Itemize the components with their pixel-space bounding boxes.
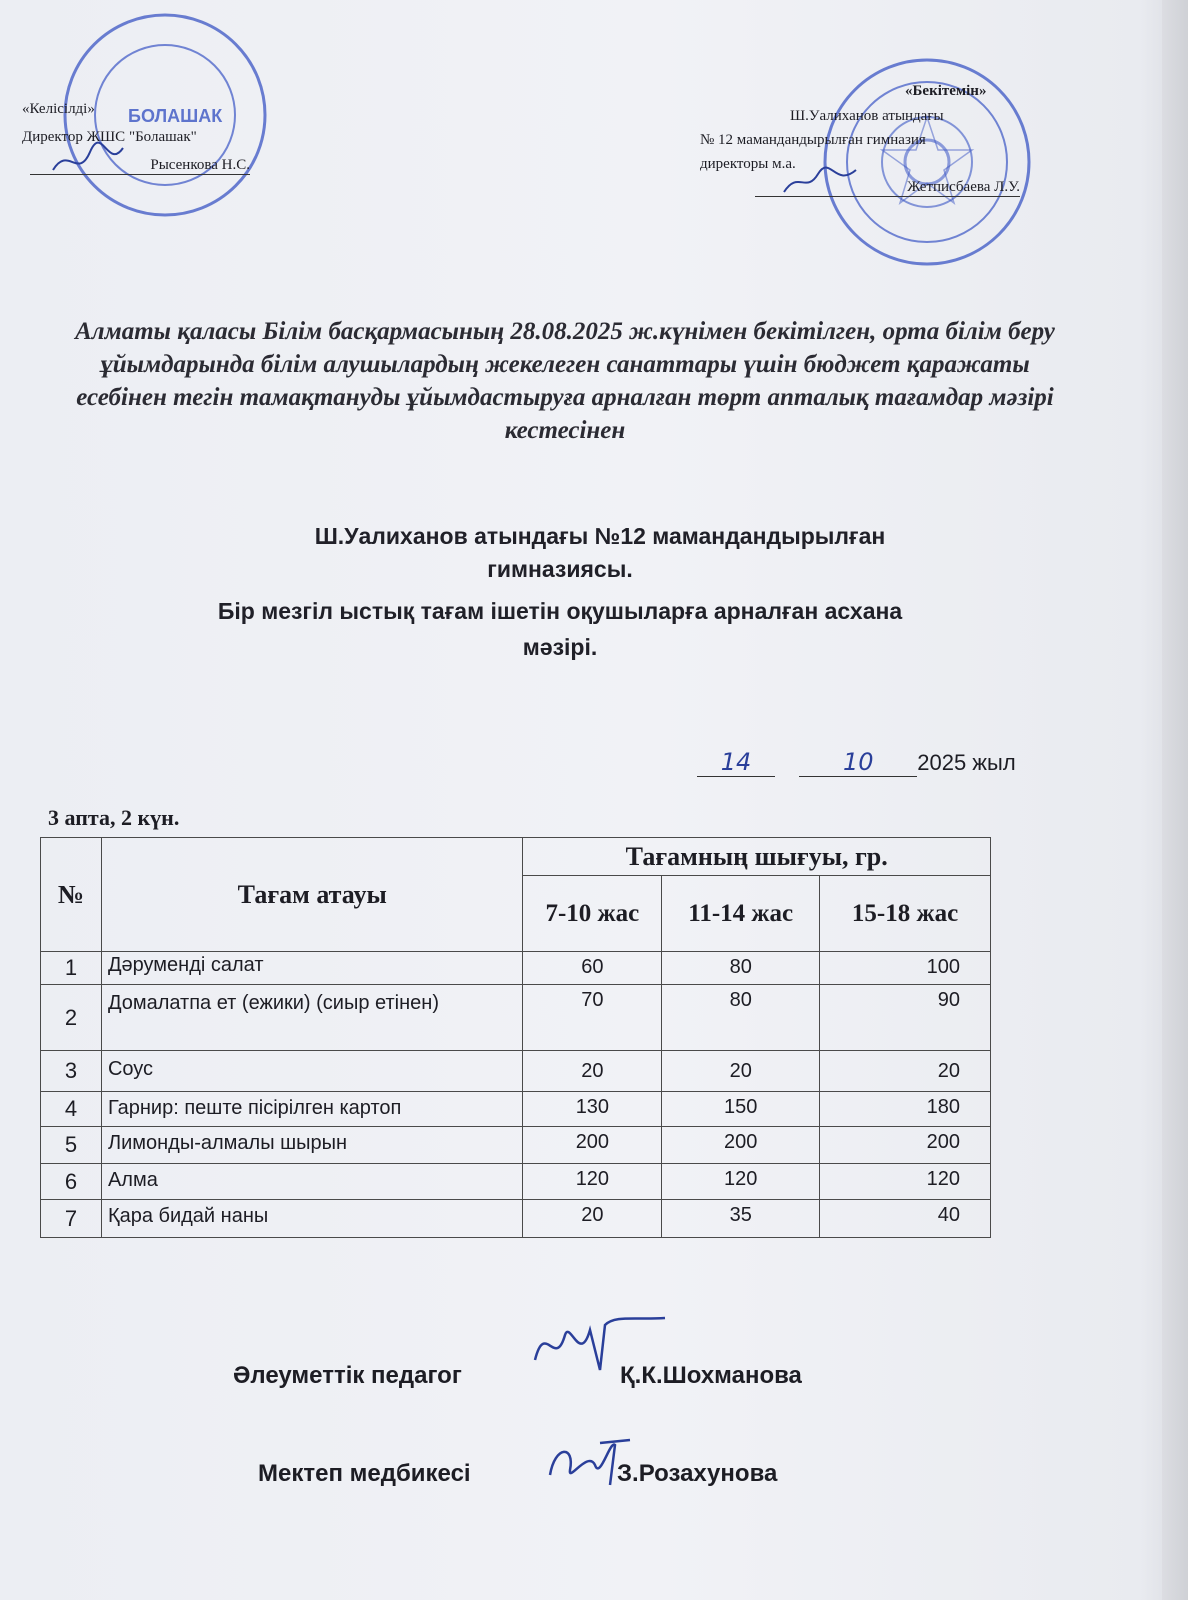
row-value-15-18: 100 [820,952,991,985]
pedagog-name: Қ.К.Шохманова [620,1362,802,1389]
row-name: Қара бидай наны [101,1200,523,1238]
row-num: 3 [41,1051,102,1092]
nurse-title: Мектеп медбикесі [258,1460,471,1487]
row-name: Дәруменді салат [101,952,523,985]
left-director-name: Рысенкова Н.С. [30,156,250,175]
subtitle-line4: мәзірі. [522,634,598,660]
left-director-signature [48,140,128,180]
date-line [697,748,1016,777]
header-group: Тағамның шығуы, гр. [523,838,991,876]
nurse-name: З.Розахунова [617,1460,778,1487]
row-value-7-10: 20 [523,1200,662,1238]
row-value-11-14: 120 [662,1164,820,1200]
row-value-7-10: 120 [523,1164,662,1200]
row-value-11-14: 35 [662,1200,820,1238]
row-name: Гарнир: пеште пісірілген картоп [101,1092,523,1127]
row-value-15-18: 40 [820,1200,991,1238]
row-value-7-10: 70 [523,985,662,1051]
row-value-15-18: 120 [820,1164,991,1200]
week-day-label: 3 апта, 2 күн. [48,805,180,830]
date-year: 2025 жыл [917,750,1016,775]
row-value-7-10: 130 [523,1092,662,1127]
table-row [41,1127,991,1164]
right-director-name: Жетписбаева Л.У. [755,178,1020,197]
row-value-11-14: 20 [662,1051,820,1092]
header-name: Тағам атауы [101,838,523,952]
row-value-11-14: 80 [662,985,820,1051]
table-row [41,952,991,985]
left-approval-label: «Келісілді» [22,101,95,117]
right-header-line2: № 12 мамандандырылған гимназия [700,132,926,148]
row-name: Домалатпа ет (ежики) (сиыр етінен) [101,985,523,1051]
date-day: 14 [697,748,775,777]
header-age1: 7-10 жас [523,876,662,952]
row-value-11-14: 150 [662,1092,820,1127]
row-value-15-18: 200 [820,1127,991,1164]
table-header-row [41,838,991,876]
subtitle-line1: Ш.Уалиханов атындағы №12 мамандандырылған [314,523,886,549]
row-value-7-10: 20 [523,1051,662,1092]
subtitle-line2: гимназиясы. [487,556,633,582]
table-row [41,985,991,1051]
row-num: 6 [41,1164,102,1200]
row-num: 1 [41,952,102,985]
pedagog-title: Әлеуметтік педагог [233,1362,462,1389]
row-num: 5 [41,1127,102,1164]
row-value-7-10: 200 [523,1127,662,1164]
row-name: Лимонды-алмалы шырын [101,1127,523,1164]
header-age3: 15-18 жас [820,876,991,952]
subtitle-line3: Бір мезгіл ыстық тағам ішетін оқушыларға арналған асхана [217,598,903,624]
menu-table [40,837,991,1238]
row-value-11-14: 80 [662,952,820,985]
table-row [41,1164,991,1200]
row-num: 7 [41,1200,102,1238]
row-value-7-10: 60 [523,952,662,985]
date-month: 10 [799,748,917,777]
right-approval-label: «Бекітемін» [905,83,987,99]
table-row [41,1092,991,1127]
table-row [41,1051,991,1092]
right-header-line1: Ш.Уалиханов атындағы [790,108,944,124]
header-num: № [41,838,102,952]
header-age2: 11-14 жас [662,876,820,952]
row-value-15-18: 20 [820,1051,991,1092]
row-value-15-18: 180 [820,1092,991,1127]
right-director-signature [780,160,860,200]
left-director-position: Директор ЖШС "Болашак" [22,129,197,145]
row-num: 4 [41,1092,102,1127]
page-edge-shadow [1162,0,1188,1600]
row-num: 2 [41,985,102,1051]
row-name: Алма [101,1164,523,1200]
table-row [41,1200,991,1238]
row-value-15-18: 90 [820,985,991,1051]
row-name: Соус [101,1051,523,1092]
right-header-line3: директоры м.а. [700,156,796,172]
svg-text:БОЛАШАК: БОЛАШАК [128,106,223,126]
document-title: Алматы қаласы Білім басқармасының 28.08.2025 ж.күнімен бекітілген, орта білім беру ұйымдарында білім алушылардың жекелеген санаттары үшін бюджет қаражаты есебінен тегін тамақтануды ұйымдастыруға арналған төрт апталық тағамдар мәзірі кестесінен [75,318,1055,444]
row-value-11-14: 200 [662,1127,820,1164]
